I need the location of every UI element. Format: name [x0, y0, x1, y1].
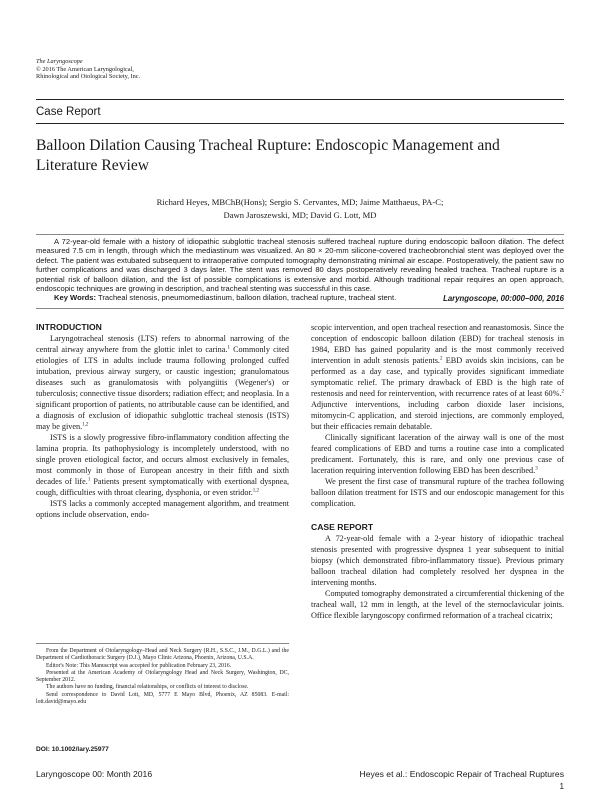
footnote-editor: Editor's Note: This Manuscript was accepted for publication February 23, 2016.: [46, 662, 232, 669]
page-number: 1: [559, 782, 564, 791]
abstract: [36, 237, 564, 303]
doi: DOI: 10.1002/lary.25977: [36, 746, 109, 753]
journal-name: The Laryngoscope: [36, 58, 83, 65]
abstract-bottom-rule: [36, 308, 564, 309]
footnote-presented: Presented at the American Academy of Otolaryngology Head and Neck Surgery, Washington, DC, September 2012.: [36, 669, 289, 684]
authors-line-1: Richard Heyes, MBChB(Hons); Sergio S. Cervantes, MD; Jaime Matthaeus, PA-C;: [156, 197, 444, 207]
right-column: [311, 322, 564, 621]
right-paragraph-2: Clinically significant laceration of the airway wall is one of the most feared complications of EBD and turns a routine case into a complicated predicament. Fortunately, this is rare, and only one previous case of laceration requiring intervention following EBD has been described.$^3$: [311, 433, 564, 475]
abstract-top-rule: [36, 234, 564, 235]
journal-info: [36, 58, 140, 81]
footnote-funding: The authors have no funding, financial relationships, or conflicts of interest to disclose.: [46, 684, 249, 691]
left-column: [36, 322, 289, 520]
footnote-affiliation: From the Department of Otolaryngology–Head and Neck Surgery (R.H., S.S.C., J.M., D.G.L.) and the Department of Cardiothoracic Surgery (D.J.), Mayo Clinic Arizona, Phoenix, Arizona, U.S.A.: [36, 648, 289, 662]
case-paragraph-1: A 72-year-old female with a 2-year history of idiopathic tracheal stenosis presented with progressive dyspnea 1 year subsequent to initial biopsy (which demonstrated fibro-inflammatory tissue). Previous primary balloon tracheal dilation had completely resolved her dyspnea in the intervening months.: [311, 534, 564, 587]
abstract-text: A 72-year-old female with a history of idiopathic subglottic tracheal stenosis suffered tracheal rupture during endoscopic balloon dilation. The defect measured 7.5 cm in length, through which the mediastinum was visualized. An 80 × 20-mm silicone-covered tracheobronchial stent was deployed over the defect. The patient was extubated subsequent to intraoperative computed tomography demonstrating minimal air escape. Postoperatively, the patient saw no further complications and was discharged 3 days later. The stent was removed 80 days postoperatively revealing healed trachea. Tracheal rupture is a potential risk of balloon dilation, and the list of possible complications is extensive and morbid. Although traditional repair requires an open approach, endoscopic techniques are growing in description, and tracheal stenting was successful in this case.: [36, 237, 564, 294]
right-paragraph-1: scopic intervention, and open tracheal resection and reanastomosis. Since the conception of endoscopic balloon dilation (EBD) for tracheal stenosis in 1984, EBD has gained popularity and is the most commonly received intervention in adult stenosis patients.$^2$ EBD avoids skin incisions, can be performed as a day case, and typically provides significant immediate symptomatic relief. The primary drawback of EBD is the high rate of restenosis and need for reintervention, with recurrence rates of at least 60%.$^2$ Adjunctive interventions, including carbon dioxide laser incisions, mitomycin-C application, and steroid injections, are commonly employed, but their efficacies remain debatable.: [311, 323, 564, 431]
case-heading: CASE REPORT: [311, 522, 374, 532]
keywords-label: Key Words:: [54, 293, 97, 303]
footnote-correspondence: Send correspondence to David Lott, MD, 5777 E Mayo Blvd, Phoenix, AZ 85083. E-mail: lott.david@mayo.edu: [36, 691, 289, 706]
journal-society: Rhinological and Otological Society, Inc.: [36, 73, 141, 81]
authors: [150, 196, 450, 222]
case-paragraph-2: Computed tomography demonstrated a circumferential thickening of the tracheal wall, 12 mm in length, at the level of the sternoclavicular joints. Office flexible laryngoscopy confirmed reformation of a tracheal cicatrix;: [311, 589, 564, 620]
footer-left: Laryngoscope 00: Month 2016: [36, 769, 153, 779]
footnotes: [36, 648, 289, 706]
top-rule: [36, 99, 564, 100]
right-paragraph-3: We present the first case of transmural rupture of the trachea following balloon dilation treatment for ISTS and our endoscopic management for this complication.: [311, 477, 564, 508]
intro-heading: INTRODUCTION: [36, 322, 102, 332]
intro-paragraph-3: ISTS lacks a commonly accepted management algorithm, and treatment options include observation, endo-: [36, 499, 289, 519]
footnote-rule: [36, 643, 289, 644]
section-rule: [36, 123, 564, 124]
section-label: Case Report: [36, 106, 101, 118]
authors-line-2: Dawn Jaroszewski, MD; David G. Lott, MD: [223, 210, 377, 220]
intro-paragraph-2: ISTS is a slowly progressive fibro-inflammatory condition affecting the lamina propria. Its pathophysiology is incompletely understood, with no single proven etiological factor, and occurs almost exclusively in females, most commonly in those of European ancestry in their fifth and sixth decades of life.$^1$ Patients present symptomatically with exertional dyspnea, cough, difficulties with throat clearing, dysphonia, or even stridor.$^{1,2}$: [36, 433, 289, 497]
intro-paragraph-1: Laryngotracheal stenosis (LTS) refers to abnormal narrowing of the central airway anywhere from the glottic inlet to carina.$^1$ Commonly cited etiologies of LTS in adults include trauma following prolonged cuffed intubation, previous airway surgery, or caustic ingestion; granulomatous diseases such as granulomatosis with polyangiitis (Wegener's) or tuberculosis; connective tissue disorders; radiation effect; and neoplasia. In a significant proportion of patients, no attributable cause can be identified, and a diagnosis of exclusion of idiopathic subglottic tracheal stenosis (ISTS) may be given.$^{1,2}$: [36, 334, 289, 431]
keywords-text: Tracheal stenosis, pneumomediastinum, balloon dilation, tracheal rupture, tracheal stent.: [98, 293, 397, 303]
citation: Laryngoscope, 00:000–000, 2016: [443, 294, 564, 303]
journal-copyright: © 2016 The American Laryngological,: [36, 65, 134, 73]
article-title: Balloon Dilation Causing Tracheal Rupture: Endoscopic Management and Literature Review: [36, 137, 500, 174]
footer-right: Heyes et al.: Endoscopic Repair of Tracheal Ruptures: [359, 769, 564, 779]
